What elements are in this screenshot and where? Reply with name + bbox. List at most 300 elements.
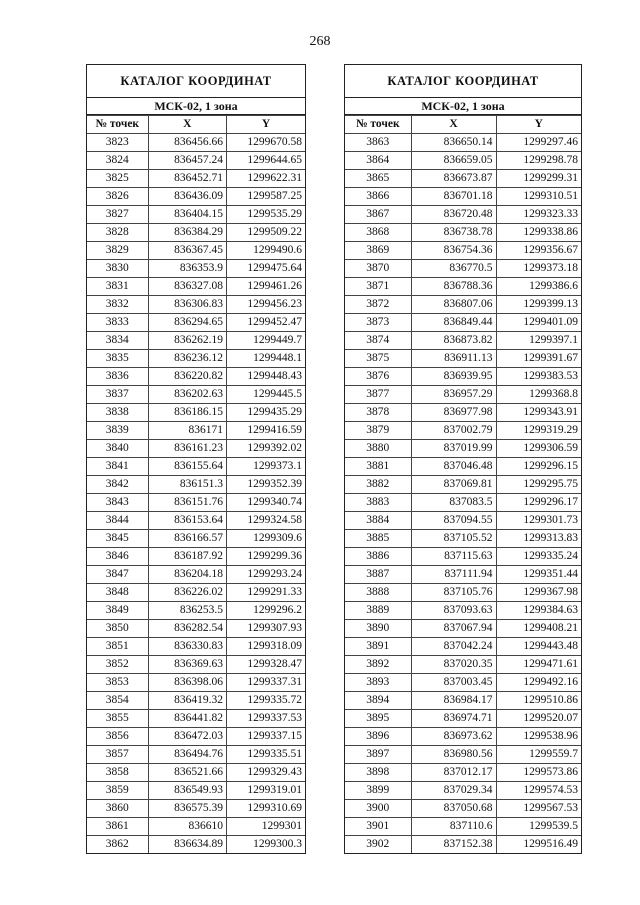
x-coordinate-cell: 836701.18	[411, 188, 496, 206]
point-number-cell: 3859	[87, 782, 148, 800]
y-coordinate-cell: 1299319.01	[227, 782, 306, 800]
point-number-cell: 3838	[87, 404, 148, 422]
point-number-cell: 3845	[87, 530, 148, 548]
point-number-cell: 3847	[87, 566, 148, 584]
point-number-cell: 3846	[87, 548, 148, 566]
x-coordinate-cell: 836849.44	[411, 314, 496, 332]
coordinate-zone: МСК-02, 1 зона	[87, 98, 305, 115]
y-coordinate-cell: 1299337.15	[227, 728, 306, 746]
x-coordinate-cell: 836521.66	[148, 764, 226, 782]
point-number-cell: 3836	[87, 368, 148, 386]
point-number-cell: 3874	[345, 332, 411, 350]
table-row	[87, 602, 305, 620]
point-number-cell: 3902	[345, 836, 411, 854]
point-number-cell: 3841	[87, 458, 148, 476]
point-number-cell: 3892	[345, 656, 411, 674]
y-coordinate-cell: 1299535.29	[227, 206, 306, 224]
y-coordinate-cell: 1299644.65	[227, 152, 306, 170]
point-number-cell: 3887	[345, 566, 411, 584]
y-coordinate-cell: 1299490.6	[227, 242, 306, 260]
x-coordinate-cell: 836980.56	[411, 746, 496, 764]
y-coordinate-cell: 1299408.21	[496, 620, 581, 638]
x-coordinate-cell: 836974.71	[411, 710, 496, 728]
point-number-cell: 3877	[345, 386, 411, 404]
x-coordinate-cell: 836673.87	[411, 170, 496, 188]
x-coordinate-cell: 836294.65	[148, 314, 226, 332]
x-coordinate-cell: 836549.93	[148, 782, 226, 800]
point-number-cell: 3824	[87, 152, 148, 170]
x-coordinate-cell: 836441.82	[148, 710, 226, 728]
table-row	[87, 638, 305, 656]
table-row	[87, 314, 305, 332]
table-row	[345, 764, 581, 782]
x-coordinate-cell: 836738.78	[411, 224, 496, 242]
y-coordinate-cell: 1299492.16	[496, 674, 581, 692]
x-coordinate-cell: 836419.32	[148, 692, 226, 710]
point-number-cell: 3837	[87, 386, 148, 404]
y-coordinate-cell: 1299416.59	[227, 422, 306, 440]
point-number-cell: 3849	[87, 602, 148, 620]
table-row	[87, 836, 305, 854]
table-row	[87, 818, 305, 836]
y-coordinate-cell: 1299296.17	[496, 494, 581, 512]
point-number-cell: 3872	[345, 296, 411, 314]
x-coordinate-cell: 836204.18	[148, 566, 226, 584]
x-coordinate-cell: 837083.5	[411, 494, 496, 512]
table-row	[345, 314, 581, 332]
table-row	[345, 170, 581, 188]
table-row	[87, 710, 305, 728]
y-coordinate-cell: 1299335.72	[227, 692, 306, 710]
x-coordinate-cell: 836494.76	[148, 746, 226, 764]
x-coordinate-cell: 837069.81	[411, 476, 496, 494]
x-coordinate-cell: 836262.19	[148, 332, 226, 350]
y-coordinate-cell: 1299301	[227, 818, 306, 836]
table-row	[345, 800, 581, 818]
y-coordinate-cell: 1299306.59	[496, 440, 581, 458]
table-row	[87, 584, 305, 602]
x-coordinate-cell: 836253.5	[148, 602, 226, 620]
point-number-cell: 3869	[345, 242, 411, 260]
point-number-cell: 3884	[345, 512, 411, 530]
table-row	[345, 242, 581, 260]
point-number-cell: 3896	[345, 728, 411, 746]
point-number-cell: 3878	[345, 404, 411, 422]
point-number-cell: 3852	[87, 656, 148, 674]
point-number-cell: 3835	[87, 350, 148, 368]
point-number-cell: 3895	[345, 710, 411, 728]
point-number-cell: 3848	[87, 584, 148, 602]
y-coordinate-cell: 1299622.31	[227, 170, 306, 188]
x-coordinate-cell: 836754.36	[411, 242, 496, 260]
table-row	[345, 728, 581, 746]
y-coordinate-cell: 1299475.64	[227, 260, 306, 278]
y-coordinate-cell: 1299383.53	[496, 368, 581, 386]
table-row	[345, 206, 581, 224]
table-row	[87, 260, 305, 278]
table-row	[87, 170, 305, 188]
header-y: Y	[496, 116, 581, 134]
x-coordinate-cell: 836171	[148, 422, 226, 440]
point-number-cell: 3862	[87, 836, 148, 854]
y-coordinate-cell: 1299520.07	[496, 710, 581, 728]
point-number-cell: 3881	[345, 458, 411, 476]
x-coordinate-cell: 836166.57	[148, 530, 226, 548]
x-coordinate-cell: 836384.29	[148, 224, 226, 242]
header-x: X	[148, 116, 226, 134]
x-coordinate-cell: 836398.06	[148, 674, 226, 692]
x-coordinate-cell: 837110.6	[411, 818, 496, 836]
y-coordinate-cell: 1299298.78	[496, 152, 581, 170]
table-row	[87, 404, 305, 422]
point-number-cell: 3897	[345, 746, 411, 764]
x-coordinate-cell: 836472.03	[148, 728, 226, 746]
table-row	[87, 458, 305, 476]
table-row	[87, 386, 305, 404]
y-coordinate-cell: 1299337.53	[227, 710, 306, 728]
point-number-cell: 3890	[345, 620, 411, 638]
y-coordinate-cell: 1299559.7	[496, 746, 581, 764]
x-coordinate-cell: 837094.55	[411, 512, 496, 530]
table-row	[87, 530, 305, 548]
table-row	[345, 512, 581, 530]
table-row	[345, 188, 581, 206]
x-coordinate-cell: 836650.14	[411, 134, 496, 152]
table-row	[87, 278, 305, 296]
y-coordinate-cell: 1299435.29	[227, 404, 306, 422]
table-row	[87, 656, 305, 674]
table-row	[345, 692, 581, 710]
table-row	[87, 782, 305, 800]
table-row	[345, 602, 581, 620]
point-number-cell: 3876	[345, 368, 411, 386]
x-coordinate-cell: 837019.99	[411, 440, 496, 458]
y-coordinate-cell: 1299335.51	[227, 746, 306, 764]
x-coordinate-cell: 836161.23	[148, 440, 226, 458]
page-number: 268	[309, 34, 331, 49]
y-coordinate-cell: 1299670.58	[227, 134, 306, 152]
y-coordinate-cell: 1299338.86	[496, 224, 581, 242]
point-number-cell: 3901	[345, 818, 411, 836]
point-number-cell: 3854	[87, 692, 148, 710]
x-coordinate-cell: 836770.5	[411, 260, 496, 278]
point-number-cell: 3855	[87, 710, 148, 728]
table-header-row	[345, 116, 581, 134]
point-number-cell: 3894	[345, 692, 411, 710]
point-number-cell: 3866	[345, 188, 411, 206]
y-coordinate-cell: 1299300.3	[227, 836, 306, 854]
x-coordinate-cell: 836306.83	[148, 296, 226, 314]
table-row	[345, 746, 581, 764]
y-coordinate-cell: 1299318.09	[227, 638, 306, 656]
x-coordinate-cell: 836575.39	[148, 800, 226, 818]
y-coordinate-cell: 1299384.63	[496, 602, 581, 620]
point-number-cell: 3861	[87, 818, 148, 836]
header-x: X	[411, 116, 496, 134]
point-number-cell: 3899	[345, 782, 411, 800]
x-coordinate-cell: 836456.66	[148, 134, 226, 152]
table-row	[87, 620, 305, 638]
point-number-cell: 3825	[87, 170, 148, 188]
table-row	[87, 134, 305, 152]
table-row	[345, 368, 581, 386]
table-row	[345, 530, 581, 548]
table-row	[87, 368, 305, 386]
x-coordinate-cell: 837067.94	[411, 620, 496, 638]
table-row	[87, 800, 305, 818]
point-number-cell: 3870	[345, 260, 411, 278]
x-coordinate-cell: 837093.63	[411, 602, 496, 620]
table-row	[345, 674, 581, 692]
x-coordinate-cell: 836151.3	[148, 476, 226, 494]
coordinates-table	[87, 115, 305, 853]
point-number-cell: 3840	[87, 440, 148, 458]
point-number-cell: 3885	[345, 530, 411, 548]
x-coordinate-cell: 836807.06	[411, 296, 496, 314]
catalog-title: КАТАЛОГ КООРДИНАТ	[87, 65, 305, 98]
x-coordinate-cell: 837152.38	[411, 836, 496, 854]
y-coordinate-cell: 1299299.31	[496, 170, 581, 188]
x-coordinate-cell: 837105.76	[411, 584, 496, 602]
y-coordinate-cell: 1299448.1	[227, 350, 306, 368]
table-row	[345, 818, 581, 836]
y-coordinate-cell: 1299356.67	[496, 242, 581, 260]
table-row	[345, 548, 581, 566]
point-number-cell: 3871	[345, 278, 411, 296]
table-row	[87, 224, 305, 242]
y-coordinate-cell: 1299324.58	[227, 512, 306, 530]
x-coordinate-cell: 836939.95	[411, 368, 496, 386]
x-coordinate-cell: 836984.17	[411, 692, 496, 710]
table-row	[345, 476, 581, 494]
table-row	[345, 422, 581, 440]
y-coordinate-cell: 1299295.75	[496, 476, 581, 494]
point-number-cell: 3843	[87, 494, 148, 512]
catalog-table-right	[344, 64, 582, 854]
point-number-cell: 3891	[345, 638, 411, 656]
y-coordinate-cell: 1299293.24	[227, 566, 306, 584]
y-coordinate-cell: 1299351.44	[496, 566, 581, 584]
x-coordinate-cell: 837111.94	[411, 566, 496, 584]
y-coordinate-cell: 1299323.33	[496, 206, 581, 224]
y-coordinate-cell: 1299445.5	[227, 386, 306, 404]
x-coordinate-cell: 837020.35	[411, 656, 496, 674]
x-coordinate-cell: 837029.34	[411, 782, 496, 800]
point-number-cell: 3865	[345, 170, 411, 188]
y-coordinate-cell: 1299449.7	[227, 332, 306, 350]
y-coordinate-cell: 1299329.43	[227, 764, 306, 782]
table-row	[87, 674, 305, 692]
point-number-cell: 3853	[87, 674, 148, 692]
table-row	[87, 494, 305, 512]
y-coordinate-cell: 1299538.96	[496, 728, 581, 746]
y-coordinate-cell: 1299309.6	[227, 530, 306, 548]
point-number-cell: 3834	[87, 332, 148, 350]
header-y: Y	[227, 116, 306, 134]
x-coordinate-cell: 837050.68	[411, 800, 496, 818]
y-coordinate-cell: 1299340.74	[227, 494, 306, 512]
y-coordinate-cell: 1299307.93	[227, 620, 306, 638]
x-coordinate-cell: 836367.45	[148, 242, 226, 260]
x-coordinate-cell: 836873.82	[411, 332, 496, 350]
y-coordinate-cell: 1299296.15	[496, 458, 581, 476]
point-number-cell: 3875	[345, 350, 411, 368]
x-coordinate-cell: 836236.12	[148, 350, 226, 368]
table-row	[87, 692, 305, 710]
point-number-cell: 3893	[345, 674, 411, 692]
point-number-cell: 3828	[87, 224, 148, 242]
y-coordinate-cell: 1299510.86	[496, 692, 581, 710]
x-coordinate-cell: 836153.64	[148, 512, 226, 530]
y-coordinate-cell: 1299335.24	[496, 548, 581, 566]
point-number-cell: 3883	[345, 494, 411, 512]
x-coordinate-cell: 836720.48	[411, 206, 496, 224]
catalog-title: КАТАЛОГ КООРДИНАТ	[345, 65, 581, 98]
x-coordinate-cell: 836436.09	[148, 188, 226, 206]
x-coordinate-cell: 836151.76	[148, 494, 226, 512]
x-coordinate-cell: 837003.45	[411, 674, 496, 692]
point-number-cell: 3867	[345, 206, 411, 224]
x-coordinate-cell: 836330.83	[148, 638, 226, 656]
table-row	[345, 260, 581, 278]
table-row	[87, 440, 305, 458]
y-coordinate-cell: 1299313.83	[496, 530, 581, 548]
table-row	[345, 278, 581, 296]
point-number-cell: 3873	[345, 314, 411, 332]
y-coordinate-cell: 1299386.6	[496, 278, 581, 296]
point-number-cell: 3832	[87, 296, 148, 314]
y-coordinate-cell: 1299301.73	[496, 512, 581, 530]
x-coordinate-cell: 836973.62	[411, 728, 496, 746]
table-row	[87, 548, 305, 566]
x-coordinate-cell: 837046.48	[411, 458, 496, 476]
table-row	[87, 206, 305, 224]
x-coordinate-cell: 836610	[148, 818, 226, 836]
point-number-cell: 3886	[345, 548, 411, 566]
catalog-table-left	[86, 64, 306, 854]
y-coordinate-cell: 1299337.31	[227, 674, 306, 692]
table-row	[87, 512, 305, 530]
table-row	[87, 422, 305, 440]
x-coordinate-cell: 836788.36	[411, 278, 496, 296]
y-coordinate-cell: 1299516.49	[496, 836, 581, 854]
x-coordinate-cell: 836659.05	[411, 152, 496, 170]
table-row	[87, 188, 305, 206]
y-coordinate-cell: 1299443.48	[496, 638, 581, 656]
table-row	[345, 620, 581, 638]
point-number-cell: 3839	[87, 422, 148, 440]
point-number-cell: 3833	[87, 314, 148, 332]
x-coordinate-cell: 836353.9	[148, 260, 226, 278]
point-number-cell: 3831	[87, 278, 148, 296]
x-coordinate-cell: 837115.63	[411, 548, 496, 566]
point-number-cell: 3889	[345, 602, 411, 620]
point-number-cell: 3888	[345, 584, 411, 602]
y-coordinate-cell: 1299587.25	[227, 188, 306, 206]
x-coordinate-cell: 836327.08	[148, 278, 226, 296]
x-coordinate-cell: 837012.17	[411, 764, 496, 782]
x-coordinate-cell: 836186.15	[148, 404, 226, 422]
y-coordinate-cell: 1299471.61	[496, 656, 581, 674]
point-number-cell: 3860	[87, 800, 148, 818]
y-coordinate-cell: 1299297.46	[496, 134, 581, 152]
y-coordinate-cell: 1299291.33	[227, 584, 306, 602]
point-number-cell: 3858	[87, 764, 148, 782]
point-number-cell: 3829	[87, 242, 148, 260]
x-coordinate-cell: 837002.79	[411, 422, 496, 440]
x-coordinate-cell: 836957.29	[411, 386, 496, 404]
y-coordinate-cell: 1299461.26	[227, 278, 306, 296]
y-coordinate-cell: 1299368.8	[496, 386, 581, 404]
x-coordinate-cell: 836457.24	[148, 152, 226, 170]
point-number-cell: 3823	[87, 134, 148, 152]
point-number-cell: 3844	[87, 512, 148, 530]
table-row	[87, 746, 305, 764]
y-coordinate-cell: 1299373.1	[227, 458, 306, 476]
table-row	[345, 152, 581, 170]
x-coordinate-cell: 837042.24	[411, 638, 496, 656]
y-coordinate-cell: 1299391.67	[496, 350, 581, 368]
y-coordinate-cell: 1299456.23	[227, 296, 306, 314]
x-coordinate-cell: 836369.63	[148, 656, 226, 674]
table-row	[345, 404, 581, 422]
y-coordinate-cell: 1299567.53	[496, 800, 581, 818]
table-row	[345, 710, 581, 728]
x-coordinate-cell: 836226.02	[148, 584, 226, 602]
y-coordinate-cell: 1299392.02	[227, 440, 306, 458]
y-coordinate-cell: 1299343.91	[496, 404, 581, 422]
point-number-cell: 3851	[87, 638, 148, 656]
table-row	[345, 296, 581, 314]
table-row	[345, 566, 581, 584]
y-coordinate-cell: 1299539.5	[496, 818, 581, 836]
point-number-cell: 3863	[345, 134, 411, 152]
y-coordinate-cell: 1299328.47	[227, 656, 306, 674]
table-row	[345, 440, 581, 458]
point-number-cell: 3850	[87, 620, 148, 638]
table-row	[345, 584, 581, 602]
point-number-cell: 3864	[345, 152, 411, 170]
x-coordinate-cell: 837105.52	[411, 530, 496, 548]
table-row	[345, 224, 581, 242]
point-number-cell: 3882	[345, 476, 411, 494]
table-row	[345, 134, 581, 152]
header-point-number: № точек	[87, 116, 148, 134]
point-number-cell: 3856	[87, 728, 148, 746]
table-row	[87, 332, 305, 350]
x-coordinate-cell: 836282.54	[148, 620, 226, 638]
x-coordinate-cell: 836202.63	[148, 386, 226, 404]
point-number-cell: 3857	[87, 746, 148, 764]
y-coordinate-cell: 1299352.39	[227, 476, 306, 494]
table-row	[345, 386, 581, 404]
table-row	[87, 764, 305, 782]
y-coordinate-cell: 1299310.51	[496, 188, 581, 206]
point-number-cell: 3826	[87, 188, 148, 206]
y-coordinate-cell: 1299310.69	[227, 800, 306, 818]
point-number-cell: 3827	[87, 206, 148, 224]
x-coordinate-cell: 836634.89	[148, 836, 226, 854]
y-coordinate-cell: 1299373.18	[496, 260, 581, 278]
table-row	[345, 656, 581, 674]
table-row	[345, 638, 581, 656]
x-coordinate-cell: 836977.98	[411, 404, 496, 422]
table-row	[87, 242, 305, 260]
table-row	[345, 494, 581, 512]
y-coordinate-cell: 1299509.22	[227, 224, 306, 242]
coordinates-table	[345, 115, 581, 853]
point-number-cell: 3842	[87, 476, 148, 494]
